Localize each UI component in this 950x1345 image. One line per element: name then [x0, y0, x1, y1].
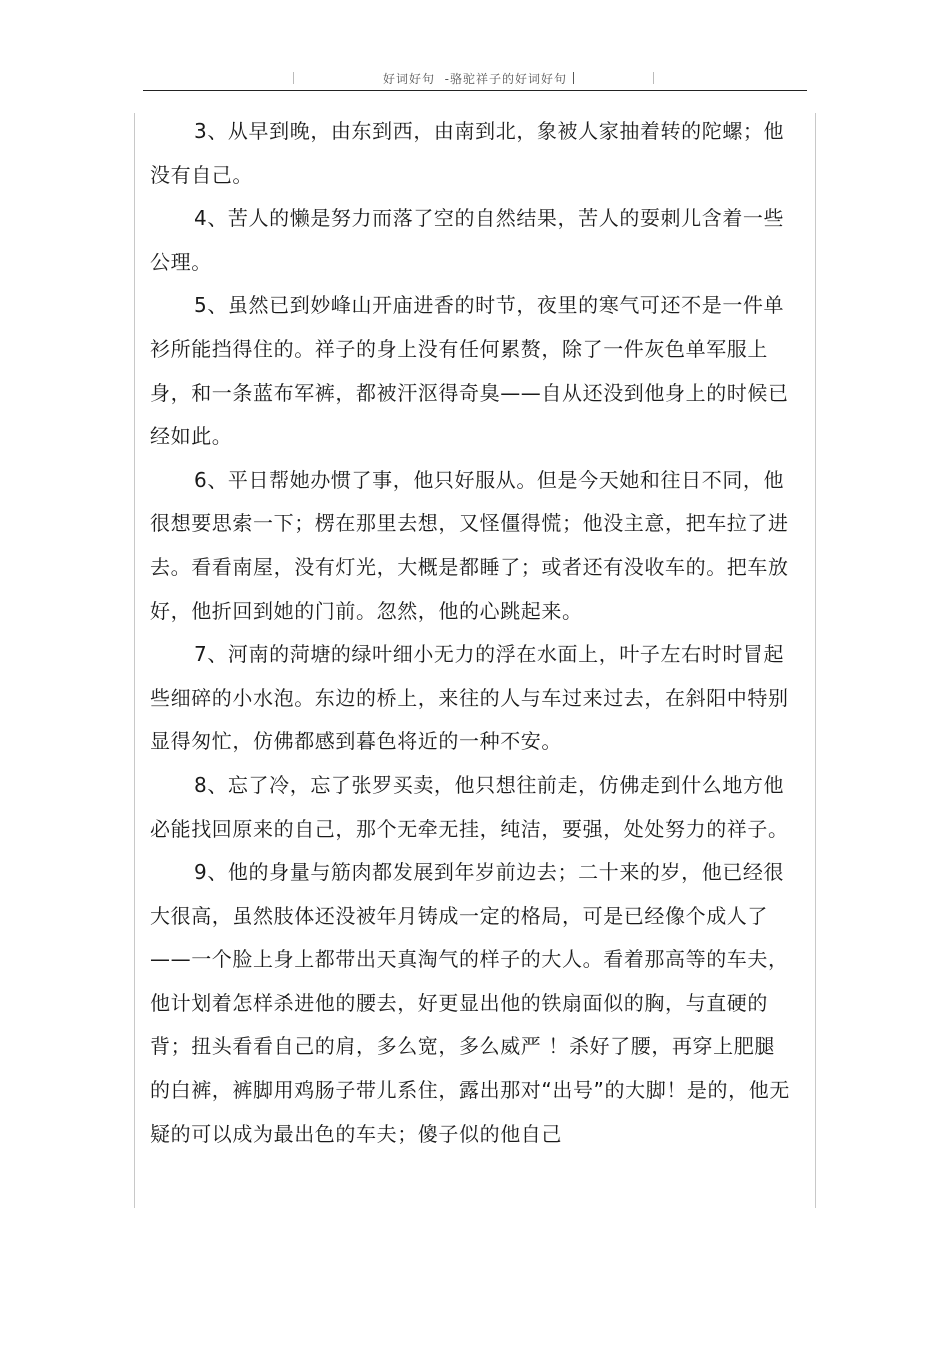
paragraph-5: 5、虽然已到妙峰山开庙进香的时节，夜里的寒气可还不是一件单衫所能挡得住的。祥子的身上没有任何累赘，除了一件灰色单军服上身，和一条蓝布军裤，都被汗沤得奇臭——自从还没到他身上的时候已经如此。	[150, 293, 789, 449]
document-body	[150, 110, 790, 1156]
right-margin-rule	[815, 113, 816, 1208]
paragraph-4: 4、苦人的懒是努力而落了空的自然结果，苦人的耍刺儿含着一些公理。	[150, 206, 785, 274]
header-title: 好词好句 -骆驼祥子的好词好句	[383, 72, 567, 86]
paragraph-9: 9、他的身量与筋肉都发展到年岁前边去；二十来的岁，他已经很大很高，虽然肢体还没被年月铸成一定的格局，可是已经像个成人了——一个脸上身上都带出天真淘气的样子的大人。看着那高等的车夫，他计划着怎样杀进他的腰去，好更显出他的铁扇面似的胸，与直硬的背；扭头看看自己的肩，多么宽，多么威严 ！杀好了腰，再穿上肥腿的白裤，裤脚用鸡肠子带儿系住，露出那对“出号”的大脚！是的，他无疑的可以成为最出色的车夫；傻子似的他自己	[150, 860, 790, 1146]
paragraph-3: 3、从早到晚，由东到西，由南到北，象被人家抽着转的陀螺；他没有自己。	[150, 119, 785, 187]
page-header	[143, 66, 807, 91]
paragraph-6: 6、平日帮她办惯了事，他只好服从。但是今天她和往日不同，他很想要思索一下；楞在那里去想，又怪僵得慌；他没主意，把车拉了进去。看看南屋，没有灯光，大概是都睡了；或者还有没收车的。把车放好，他折回到她的门前。忽然，他的心跳起来。	[150, 467, 789, 623]
paragraph-7: 7、河南的菏塘的绿叶细小无力的浮在水面上，叶子左右时时冒起些细碎的小水泡。东边的桥上，来往的人与车过来过去，在斜阳中特别显得匆忙，仿佛都感到暮色将近的一种不安。	[150, 642, 789, 754]
paragraph-8: 8、忘了冷，忘了张罗买卖，他只想往前走，仿佛走到什么地方他必能找回原来的自己，那个无牵无挂，纯洁，要强，处处努力的祥子。	[150, 772, 789, 841]
left-margin-rule	[134, 113, 135, 1208]
